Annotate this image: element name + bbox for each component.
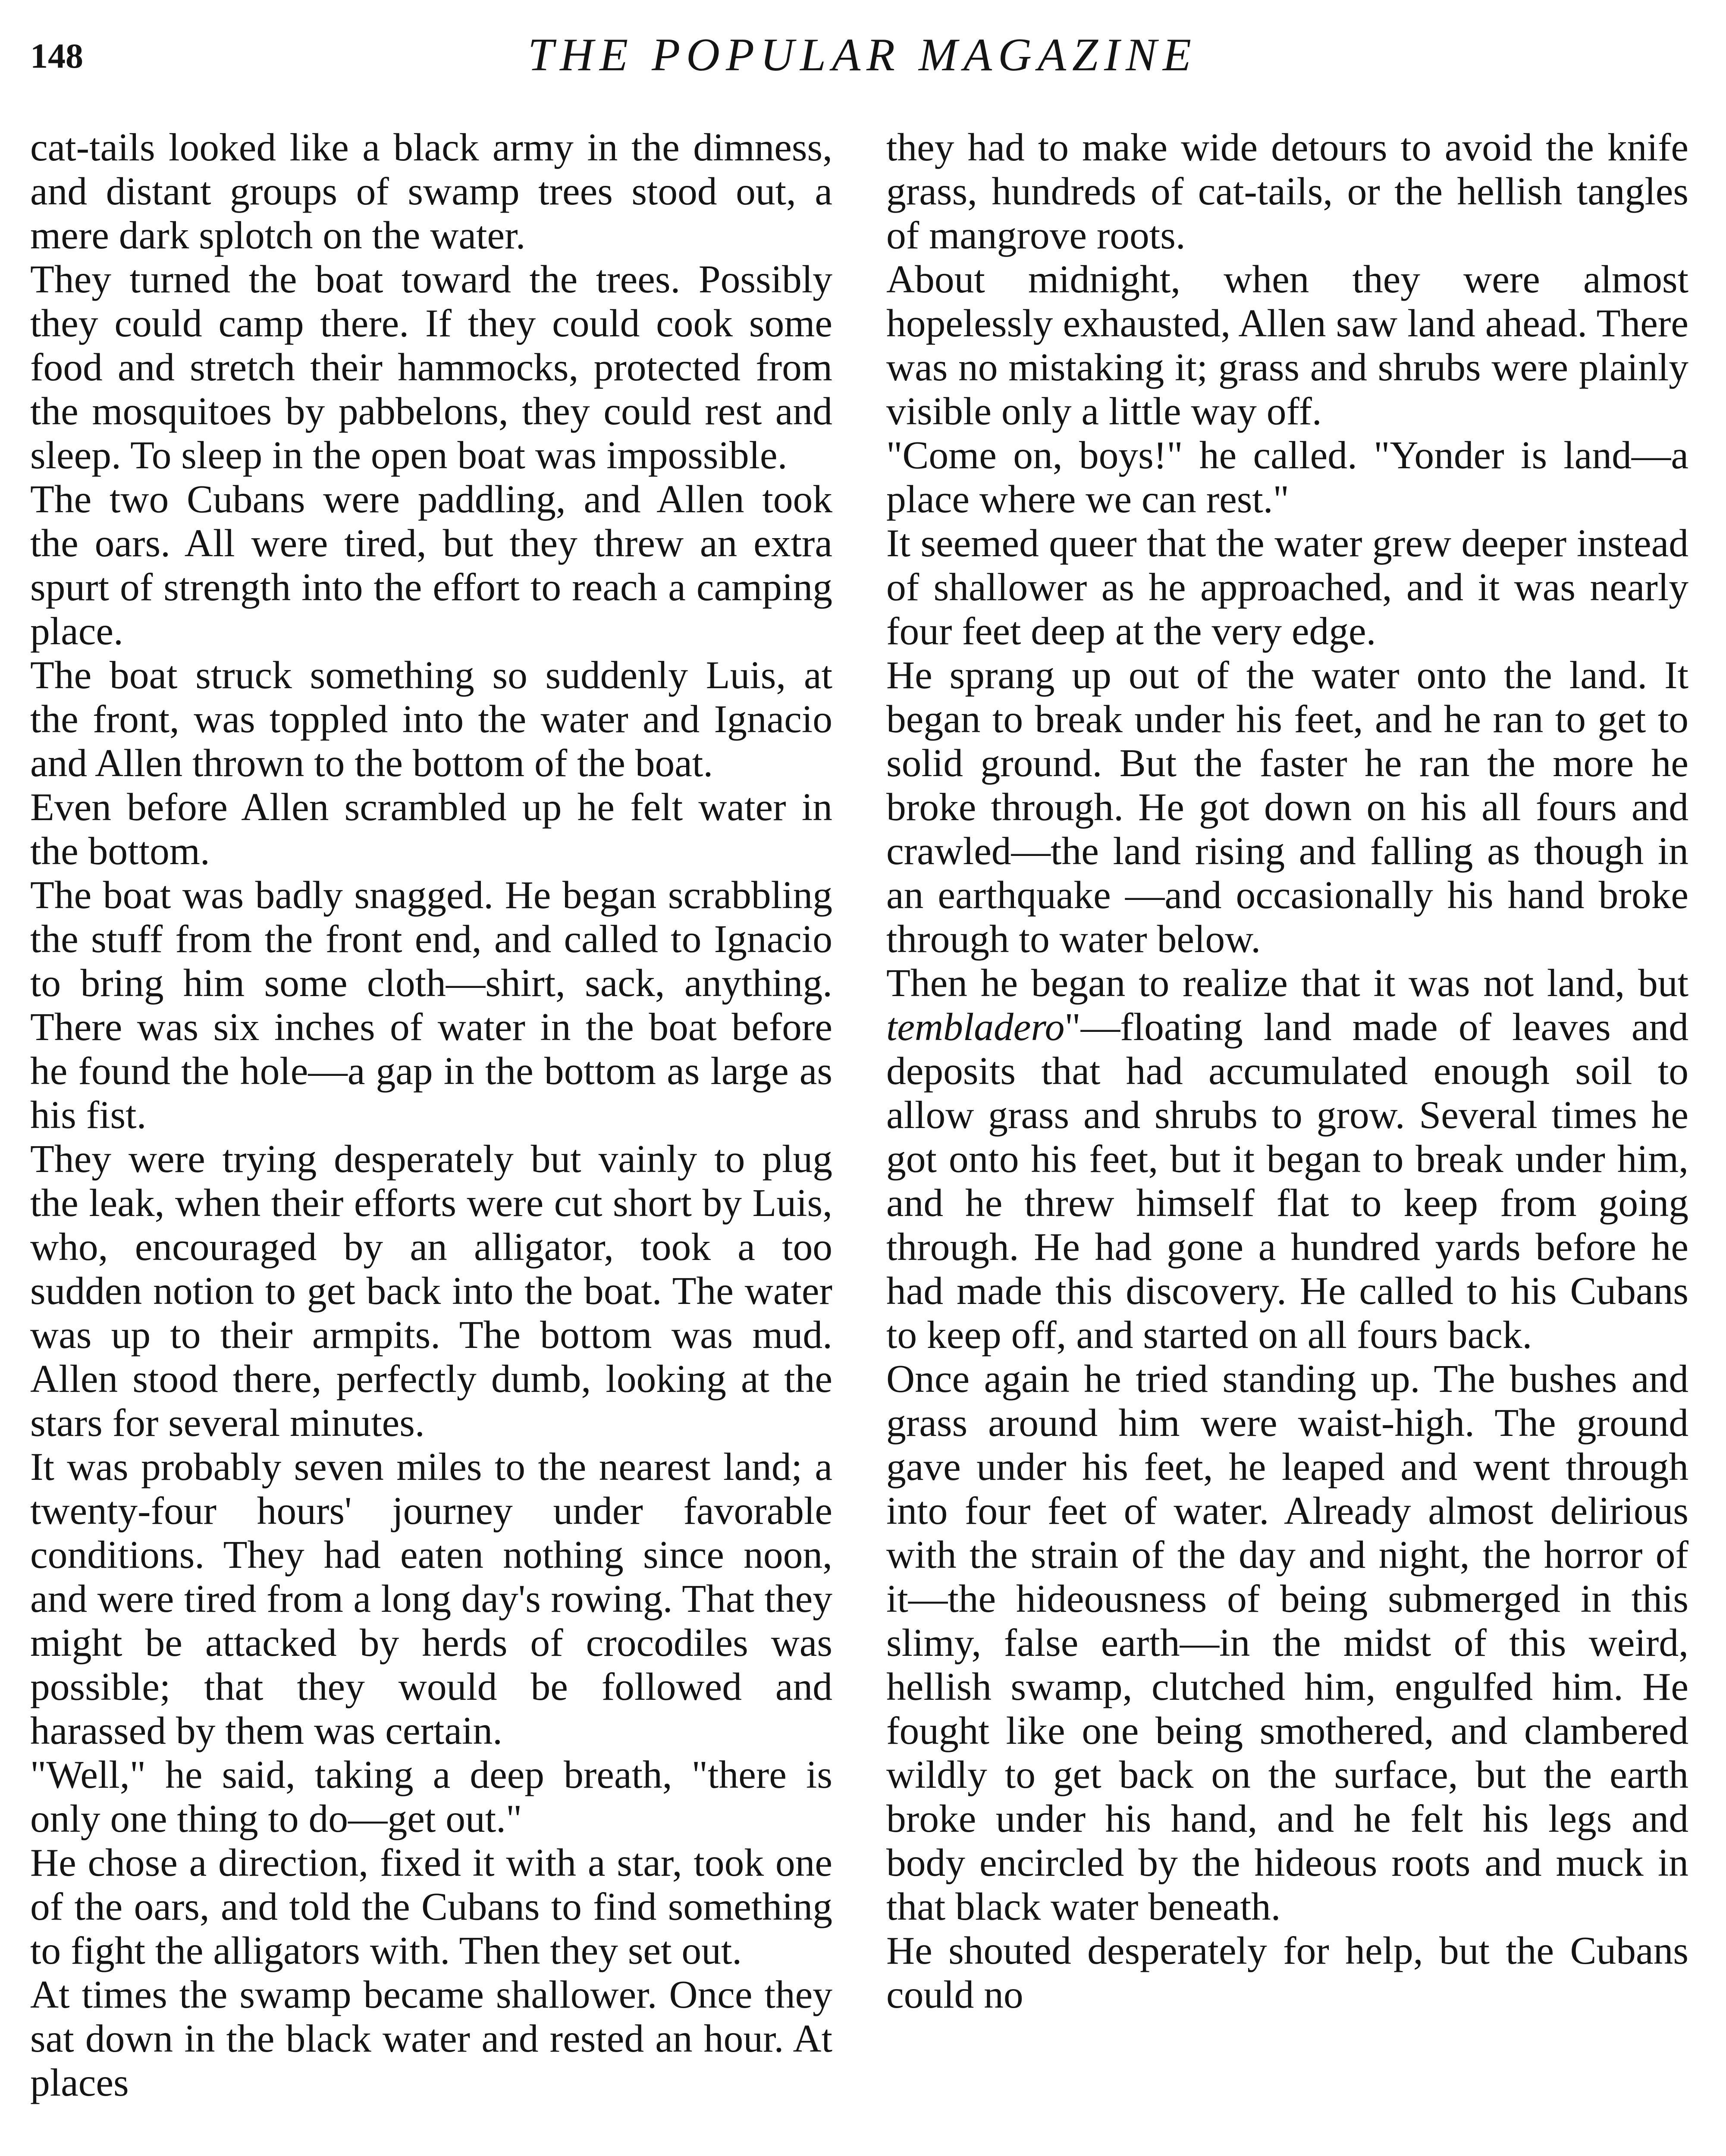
paragraph: The boat struck something so suddenly Luis, at the front, was toppled into the water and Ignacio and Allen thrown to the bottom of the boat. <box>30 653 832 785</box>
paragraph: He chose a direction, fixed it with a star, took one of the oars, and told the Cubans to find something to fight the alligators with. Then they set out. <box>30 1840 832 1972</box>
paragraph: It was probably seven miles to the nearest land; a twenty-four hours' journey under favorable conditions. They had eaten nothing since noon, and were tired from a long day's rowing. That they might be attacked by herds of crocodiles was possible; that they would be followed and harassed by them was certain. <box>30 1445 832 1752</box>
paragraph: "Well," he said, taking a deep breath, "there is only one thing to do—get out." <box>30 1752 832 1840</box>
paragraph: The two Cubans were paddling, and Allen took the oars. All were tired, but they threw an extra spurt of strength into the effort to reach a camping place. <box>30 477 832 653</box>
running-head: THE POPULAR MAGAZINE <box>528 29 1197 81</box>
paragraph: they had to make wide detours to avoid the knife grass, hundreds of cat-tails, or the hellish tangles of mangrove roots. <box>886 125 1688 257</box>
paragraph: At times the swamp became shallower. Once they sat down in the black water and rested an hour. At places <box>30 1972 832 2104</box>
paragraph: cat-tails looked like a black army in the dimness, and distant groups of swamp trees stood out, a mere dark splotch on the water. <box>30 125 832 257</box>
paragraph: He sprang up out of the water onto the land. It began to break under his feet, and he ran to get to solid ground. But the faster he ran the more he broke through. He got down on his all fours and crawled—the land rising and falling as though in an earthquake —and occasionally his hand broke through to water below. <box>886 653 1688 961</box>
paragraph: Then he began to realize that it was not land, but tembladero"—floating land made of leaves and deposits that had accumulated enough soil to allow grass and shrubs to grow. Several times he got onto his feet, but it began to break under him, and he threw himself flat to keep from going through. He had gone a hundred yards before he had made this discovery. He called to his Cubans to keep off, and started on all fours back. <box>886 961 1688 1357</box>
paragraph: They turned the boat toward the trees. Possibly they could camp there. If they could cook some food and stretch their hammocks, protected from the mosquitoes by pabbelons, they could rest and sleep. To sleep in the open boat was impossible. <box>30 257 832 477</box>
paragraph: Even before Allen scrambled up he felt water in the bottom. <box>30 785 832 873</box>
paragraph: About midnight, when they were almost hopelessly exhausted, Allen saw land ahead. There was no mistaking it; grass and shrubs were plainly visible only a little way off. <box>886 257 1688 433</box>
paragraph: "Come on, boys!" he called. "Yonder is land—a place where we can rest." <box>886 433 1688 521</box>
page-header <box>30 26 1695 103</box>
paragraph: They were trying desperately but vainly to plug the leak, when their efforts were cut short by Luis, who, encouraged by an alligator, took a too sudden notion to get back into the boat. The water was up to their armpits. The bottom was mud. Allen stood there, perfectly dumb, looking at the stars for several minutes. <box>30 1137 832 1445</box>
page-number: 148 <box>30 36 83 75</box>
paragraph: He shouted desperately for help, but the Cubans could no <box>886 1928 1688 2016</box>
paragraph: It seemed queer that the water grew deeper instead of shallower as he approached, and it was nearly four feet deep at the very edge. <box>886 521 1688 653</box>
paragraph: The boat was badly snagged. He began scrabbling the stuff from the front end, and called to Ignacio to bring him some cloth—shirt, sack, anything. There was six inches of water in the boat before he found the hole—a gap in the bottom as large as his fist. <box>30 873 832 1137</box>
left-column <box>30 125 832 2104</box>
paragraph: Once again he tried standing up. The bushes and grass around him were waist-high. The ground gave under his feet, he leaped and went through into four feet of water. Already almost delirious with the strain of the day and night, the horror of it—the hideousness of being submerged in this slimy, false earth—in the midst of this weird, hellish swamp, clutched him, engulfed him. He fought like one being smothered, and clambered wildly to get back on the surface, but the earth broke under his hand, and he felt his legs and body encircled by the hideous roots and muck in that black water beneath. <box>886 1357 1688 1928</box>
right-column <box>886 125 1688 2016</box>
italic-term: tembladero <box>886 1005 1065 1049</box>
